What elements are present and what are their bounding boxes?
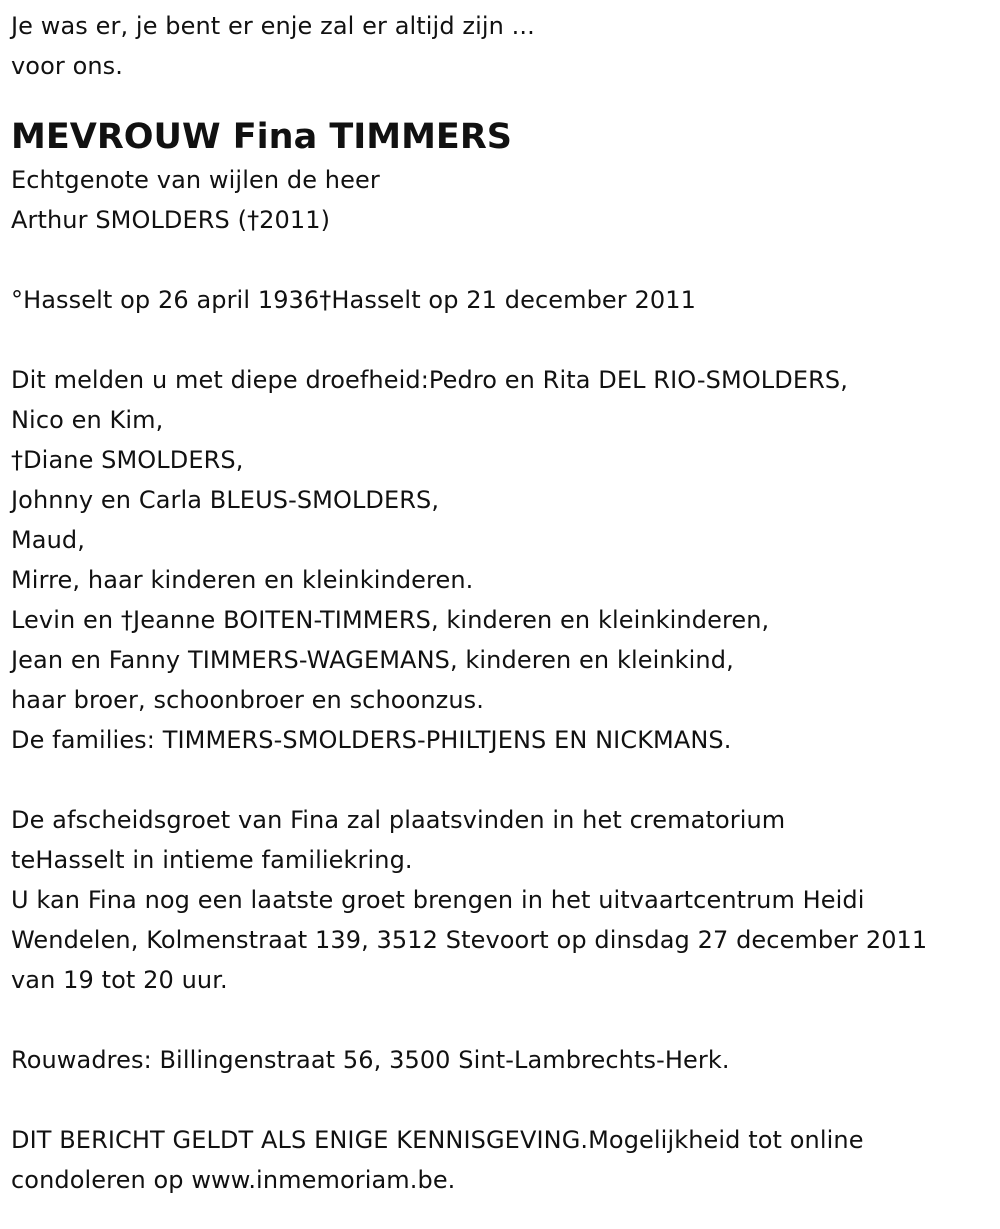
notice-footer xyxy=(11,1120,996,1200)
family-line: Nico en Kim, xyxy=(11,406,164,434)
family-line: Jean en Fanny TIMMERS-WAGEMANS, kinderen en kleinkind, xyxy=(11,646,734,674)
birth-death-dates: °Hasselt op 26 april 1936†Hasselt op 21 december 2011 xyxy=(11,286,696,314)
spacer xyxy=(11,240,996,280)
farewell-info xyxy=(11,800,996,1000)
farewell-line: U kan Fina nog een laatste groet brengen in het uitvaartcentrum Heidi xyxy=(11,886,865,914)
spouse-line: Echtgenote van wijlen de heer xyxy=(11,166,380,194)
spacer xyxy=(11,760,996,800)
family-line: haar broer, schoonbroer en schoonzus. xyxy=(11,686,485,714)
farewell-line: van 19 tot 20 uur. xyxy=(11,966,228,994)
spouse-line: Arthur SMOLDERS (†2011) xyxy=(11,206,331,234)
footer-line: DIT BERICHT GELDT ALS ENIGE KENNISGEVING.Mogelijkheid tot online xyxy=(11,1126,864,1154)
family-line: Johnny en Carla BLEUS-SMOLDERS, xyxy=(11,486,440,514)
deceased-name: MEVROUW Fina TIMMERS xyxy=(11,117,512,157)
spacer xyxy=(11,1000,996,1040)
family-line: †Diane SMOLDERS, xyxy=(11,446,244,474)
family-line: Levin en †Jeanne BOITEN-TIMMERS, kinderen en kleinkinderen, xyxy=(11,606,770,634)
family-line: De families: TIMMERS-SMOLDERS-PHILTJENS EN NICKMANS. xyxy=(11,726,732,754)
farewell-line: De afscheidsgroet van Fina zal plaatsvinden in het crematorium xyxy=(11,806,786,834)
spacer xyxy=(11,320,996,360)
intro-poem xyxy=(11,6,996,86)
family-line: Mirre, haar kinderen en kleinkinderen. xyxy=(11,566,474,594)
intro-line: voor ons. xyxy=(11,52,123,80)
family-line: Dit melden u met diepe droefheid:Pedro en Rita DEL RIO-SMOLDERS, xyxy=(11,366,848,394)
death-notice xyxy=(11,6,996,1200)
footer-line: condoleren op www.inmemoriam.be. xyxy=(11,1166,456,1194)
spouse-info xyxy=(11,160,996,240)
intro-line: Je was er, je bent er enje zal er altijd zijn ... xyxy=(11,12,535,40)
farewell-line: teHasselt in intieme familiekring. xyxy=(11,846,413,874)
farewell-line: Wendelen, Kolmenstraat 139, 3512 Stevoort op dinsdag 27 december 2011 xyxy=(11,926,928,954)
spacer xyxy=(11,1080,996,1120)
family-line: Maud, xyxy=(11,526,85,554)
family-list xyxy=(11,360,996,760)
mourning-address: Rouwadres: Billingenstraat 56, 3500 Sint-Lambrechts-Herk. xyxy=(11,1046,730,1074)
